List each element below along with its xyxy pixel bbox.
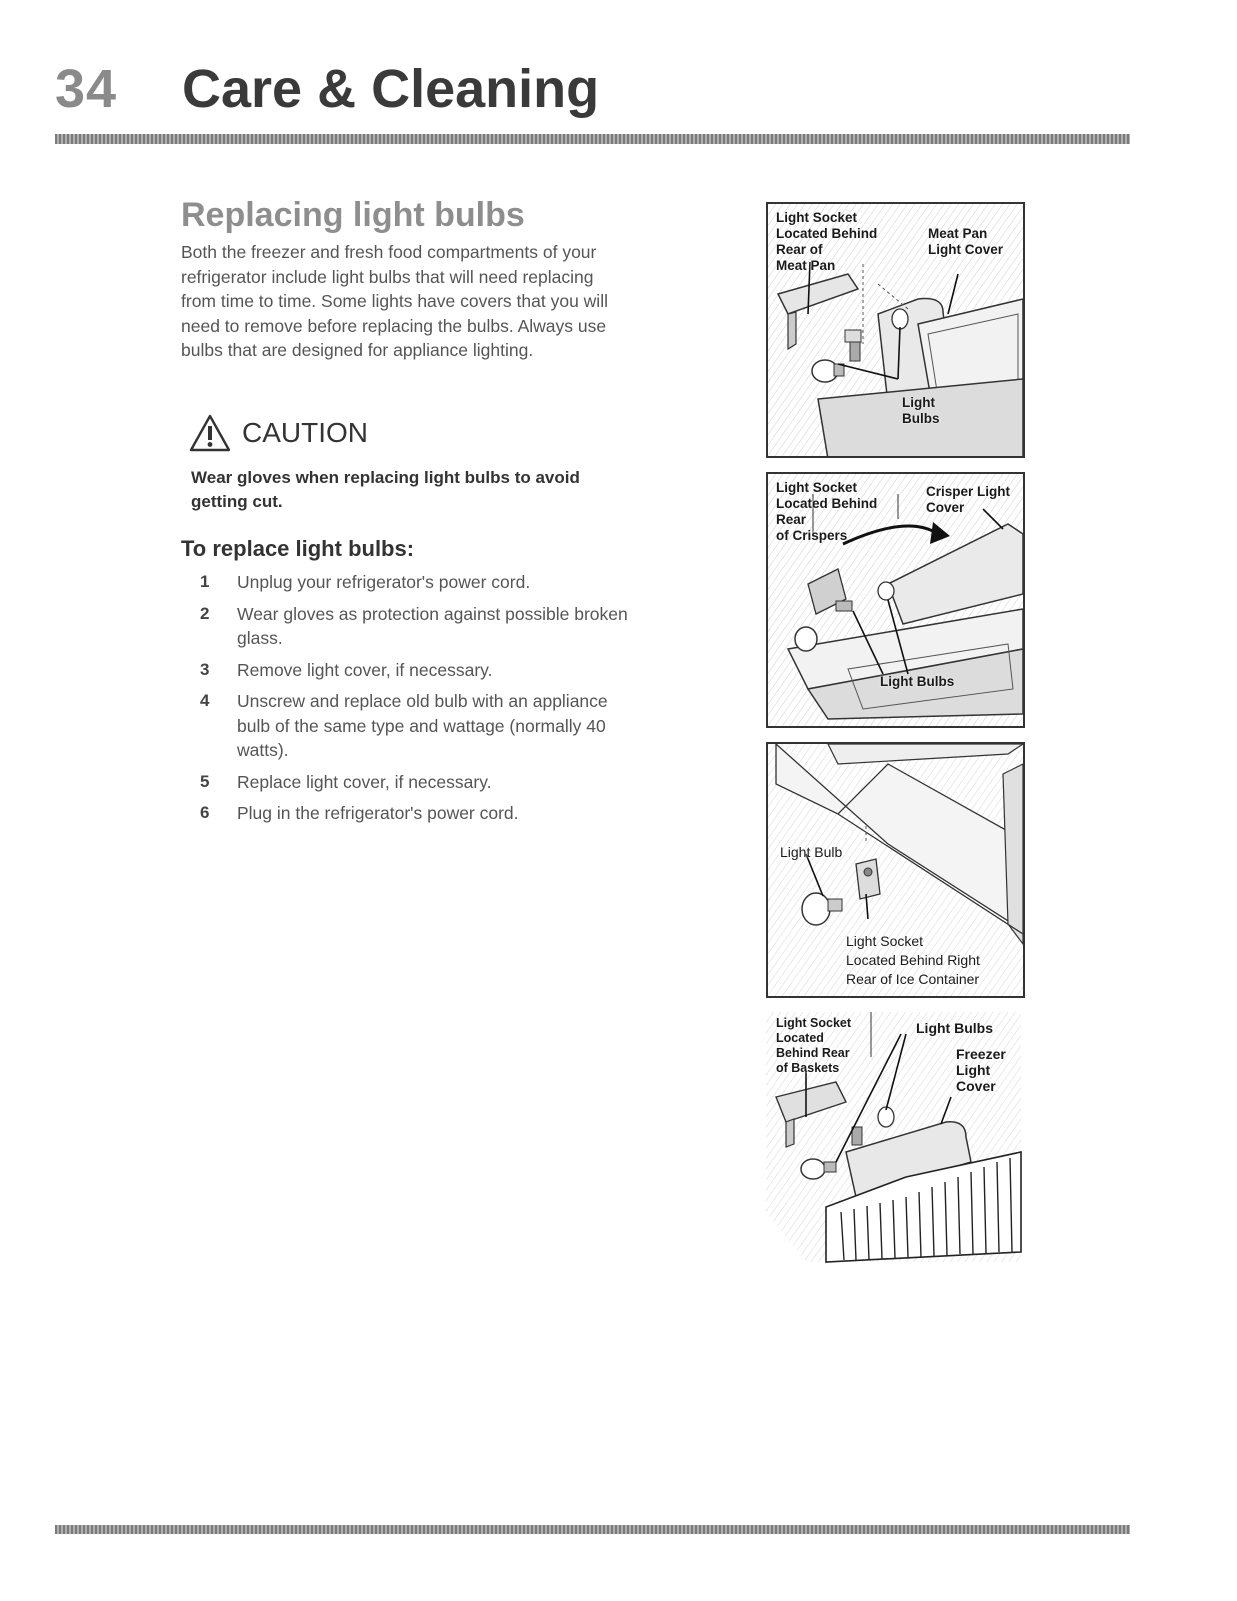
- step-text: Wear gloves as protection against possible broken glass.: [237, 603, 628, 648]
- header-rule: [55, 134, 1130, 144]
- meat-pan-bulbs-label: Light Bulbs: [902, 395, 940, 426]
- step-number: 2: [200, 603, 210, 623]
- ice-socket-label: Light Socket Located Behind Right Rear of Ice Container: [846, 933, 980, 987]
- intro-paragraph: Both the freezer and fresh food compartments of your refrigerator include light bulbs that will need replacing from time to time. Some lights have covers that you will need to remove before replacing the bulbs. Always use bulbs that are designed for appliance lighting.: [181, 242, 608, 360]
- freezer-cover-label: Freezer Light Cover: [956, 1046, 1006, 1094]
- crisper-socket-label: Light Socket Located Behind Rear of Crispers: [776, 480, 878, 543]
- step-number: 4: [200, 691, 210, 710]
- step-item: [200, 570, 640, 595]
- caution-heading: [188, 413, 368, 453]
- steps-list: [200, 570, 640, 833]
- crisper-bulbs-label: Light Bulbs: [880, 674, 955, 689]
- step-text: Remove light cover, if necessary.: [237, 659, 493, 680]
- step-item: [200, 658, 640, 683]
- ice-container-light-figure: [766, 742, 1025, 998]
- step-item: [200, 801, 640, 826]
- freezer-basket-light-figure: [766, 1012, 1025, 1268]
- ice-bulb-label: Light Bulb: [780, 844, 843, 860]
- meat-pan-light-figure: [766, 202, 1025, 458]
- step-text: Replace light cover, if necessary.: [237, 771, 492, 792]
- step-text: Unplug your refrigerator's power cord.: [237, 572, 531, 592]
- step-number: 5: [200, 771, 210, 791]
- step-item: [200, 689, 640, 763]
- meat-pan-cover-label: Meat Pan Light Cover: [928, 226, 1004, 257]
- crisper-light-figure: [766, 472, 1025, 728]
- step-item: [200, 602, 640, 651]
- steps-heading: To replace light bulbs:: [181, 536, 415, 561]
- step-text: Plug in the refrigerator's power cord.: [237, 803, 519, 823]
- page-title: Care & Cleaning: [182, 59, 600, 119]
- caution-label: CAUTION: [242, 417, 368, 448]
- section-heading: Replacing light bulbs: [181, 196, 525, 234]
- step-number: 1: [200, 572, 210, 591]
- step-item: [200, 770, 640, 795]
- page-number: 34: [55, 59, 118, 119]
- freezer-socket-label: Light Socket Located Behind Rear of Baskets: [776, 1016, 852, 1075]
- caution-text: Wear gloves when replacing light bulbs to avoid getting cut.: [191, 468, 580, 511]
- step-number: 6: [200, 803, 210, 822]
- warning-triangle-icon: [188, 413, 232, 453]
- freezer-bulbs-label: Light Bulbs: [916, 1020, 993, 1036]
- meat-pan-socket-label: Light Socket Located Behind Rear of Meat Pan: [776, 210, 878, 273]
- step-text: Unscrew and replace old bulb with an appliance bulb of the same type and wattage (normally 40 watts).: [237, 691, 608, 760]
- footer-rule: [55, 1525, 1130, 1534]
- crisper-cover-label: Crisper Light Cover: [926, 484, 1011, 515]
- step-number: 3: [200, 659, 210, 679]
